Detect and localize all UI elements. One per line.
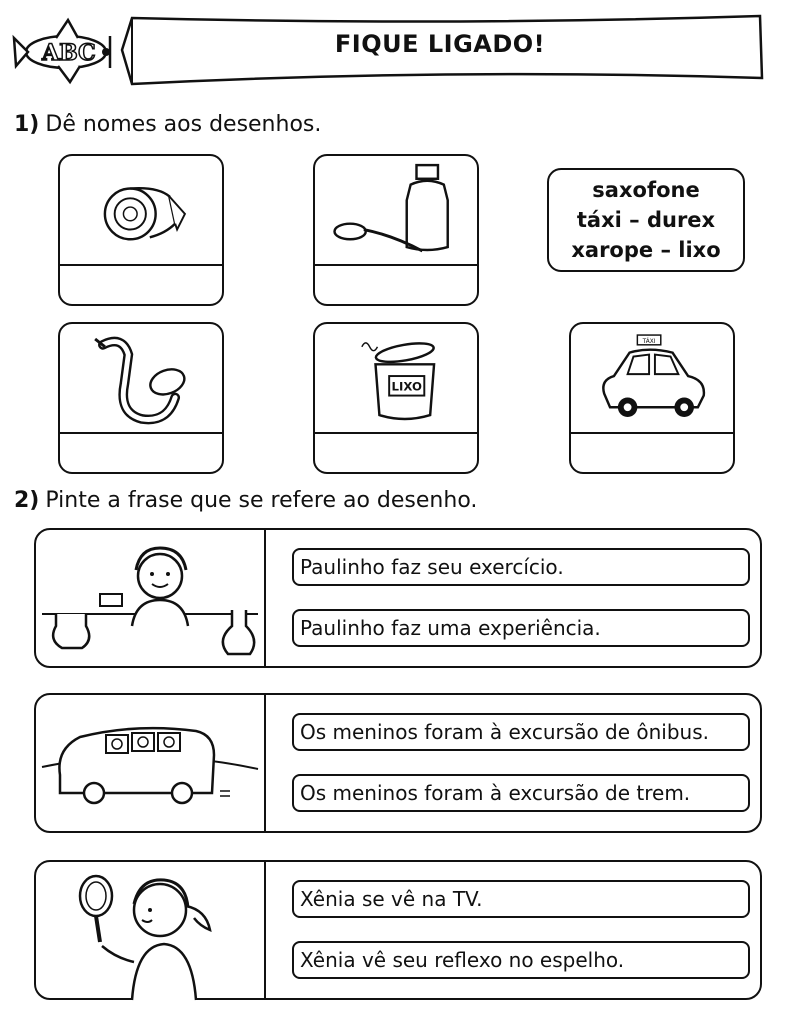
question-1-text: Dê nomes aos desenhos. bbox=[45, 112, 322, 137]
boy-lab-experiment-icon bbox=[36, 530, 264, 666]
phrase-option[interactable]: Xênia vê seu reflexo no espelho. bbox=[292, 941, 750, 979]
phrase-option[interactable]: Os meninos foram à excursão de trem. bbox=[292, 774, 750, 812]
saxophone-icon bbox=[60, 324, 222, 432]
answer-field-2[interactable] bbox=[315, 264, 477, 304]
word-bank-line-3: xarope – lixo bbox=[571, 238, 721, 262]
panel-divider bbox=[264, 862, 266, 998]
picture-box-tape bbox=[58, 154, 224, 306]
phrase-panel-1 bbox=[34, 528, 762, 668]
trash-can-icon bbox=[315, 324, 477, 432]
panel-divider bbox=[264, 530, 266, 666]
question-2-number: 2) bbox=[14, 488, 40, 513]
answer-field-3[interactable] bbox=[60, 432, 222, 472]
word-bank-line-1: saxofone bbox=[592, 178, 700, 202]
logo-text: ABC bbox=[42, 40, 96, 66]
taxi-label: TÁXI bbox=[642, 338, 656, 345]
syrup-bottle-spoon-icon bbox=[315, 156, 477, 264]
phrase-panel-3 bbox=[34, 860, 762, 1000]
answer-field-4[interactable] bbox=[315, 432, 477, 472]
panel-divider bbox=[264, 695, 266, 831]
girl-mirror-icon bbox=[36, 862, 264, 998]
phrase-option[interactable]: Paulinho faz uma experiência. bbox=[292, 609, 750, 647]
taxi-icon bbox=[571, 324, 733, 432]
word-bank bbox=[547, 168, 745, 272]
plane-logo-icon bbox=[8, 8, 126, 86]
phrase-option[interactable]: Os meninos foram à excursão de ônibus. bbox=[292, 713, 750, 751]
tape-roll-icon bbox=[60, 156, 222, 264]
bus-children-icon bbox=[36, 695, 264, 831]
question-1-title bbox=[14, 112, 321, 137]
picture-box-saxophone bbox=[58, 322, 224, 474]
answer-field-1[interactable] bbox=[60, 264, 222, 304]
question-2-text: Pinte a frase que se refere ao desenho. bbox=[45, 488, 478, 513]
page-title: FIQUE LIGADO! bbox=[334, 30, 546, 58]
question-1-number: 1) bbox=[14, 112, 40, 137]
word-bank-line-2: táxi – durex bbox=[576, 208, 716, 232]
trash-label: LIXO bbox=[391, 379, 422, 394]
phrase-option[interactable]: Paulinho faz seu exercício. bbox=[292, 548, 750, 586]
phrase-panel-2 bbox=[34, 693, 762, 833]
picture-box-syrup bbox=[313, 154, 479, 306]
question-2-title bbox=[14, 488, 477, 513]
picture-box-trash bbox=[313, 322, 479, 474]
phrase-option[interactable]: Xênia se vê na TV. bbox=[292, 880, 750, 918]
answer-field-5[interactable] bbox=[571, 432, 733, 472]
picture-box-taxi bbox=[569, 322, 735, 474]
